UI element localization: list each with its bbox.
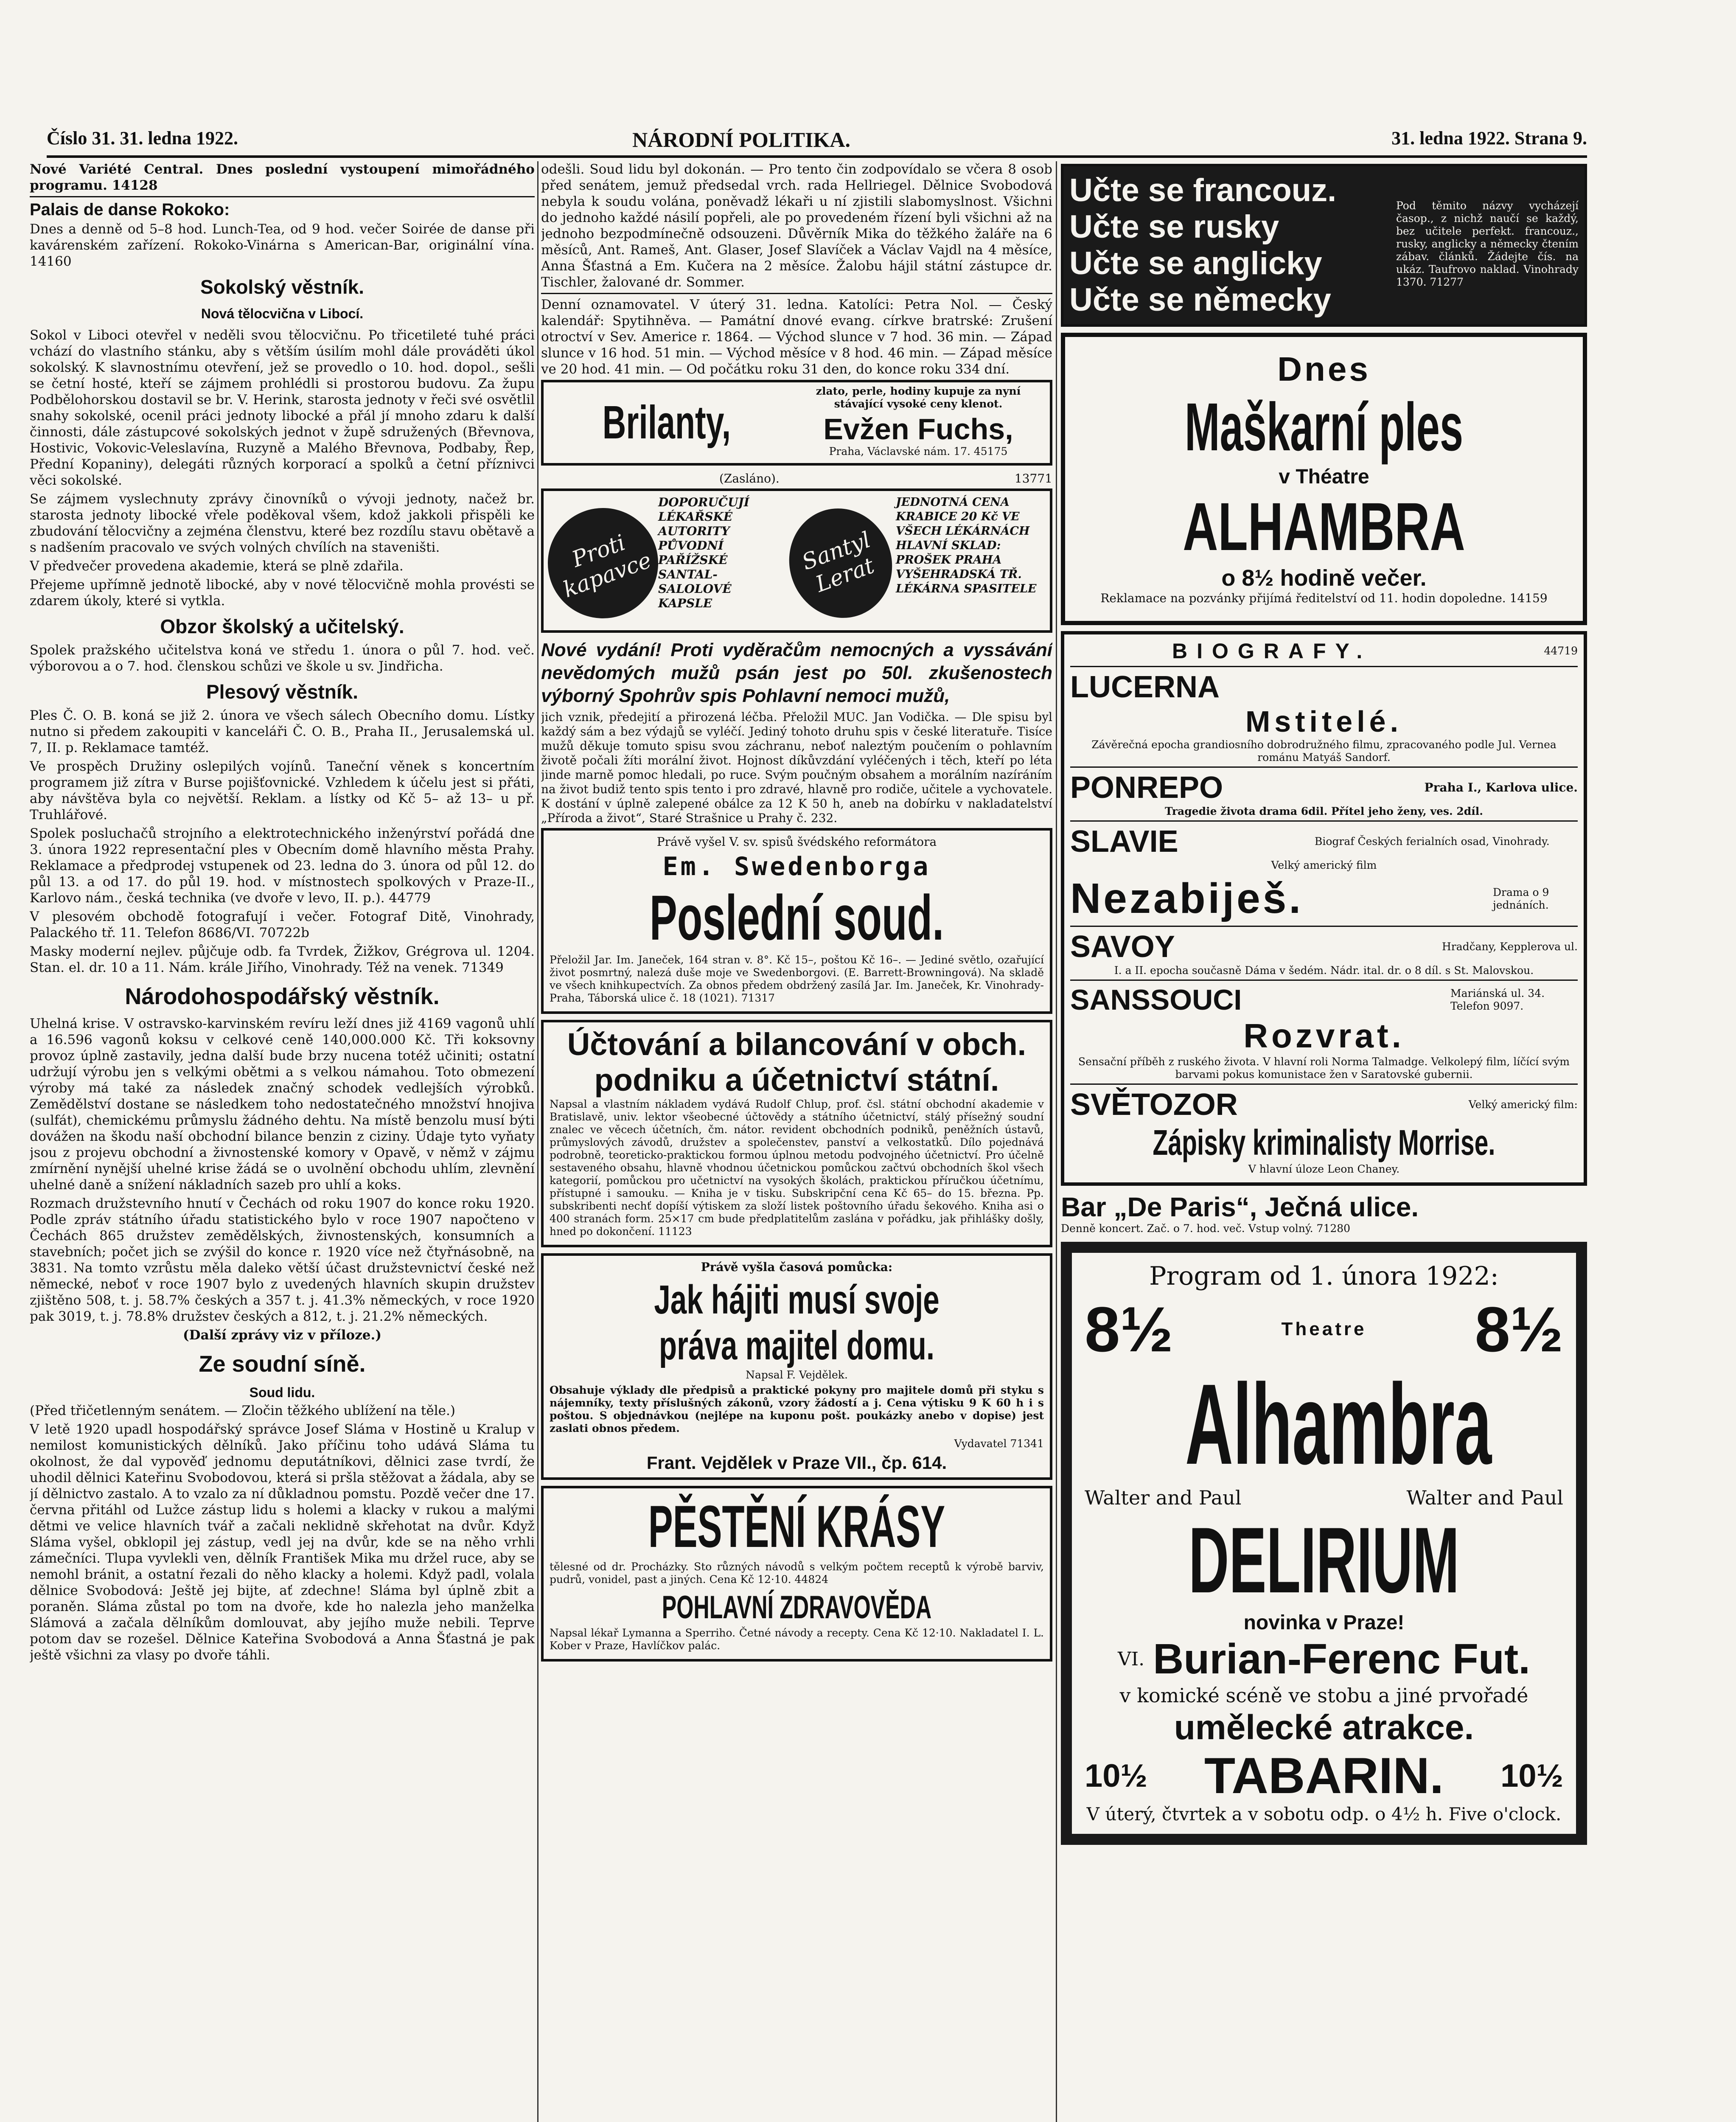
lang-french: Učte se francouz. — [1069, 172, 1337, 208]
brilanty-name: Evžen Fuchs, — [823, 413, 1013, 446]
column-rule-1 — [537, 161, 538, 2122]
ponrepo-film: Tragedie života drama 6dil. Přítel jeho ženy, ves. 2díl. — [1165, 805, 1483, 817]
svetozor-film: Zápisky kriminalisty Morrise. — [1153, 1123, 1495, 1162]
ples-item-1: Ples Č. O. B. koná se již 2. února ve všech sálech Obecního domu. Lístky nutno si předem zakoupiti v kanceláři Č. O. B., Praha II., Jerusalemská ul. 7, II. p. Reklamace tamtéž. — [30, 708, 535, 755]
obzor-heading: Obzor školský a učitelský. — [160, 615, 404, 637]
program-komicke: v komické scéně ve stobu a jiné prvořadé — [1119, 1684, 1528, 1707]
maskarni-time: o 8½ hodině večer. — [1221, 565, 1427, 591]
languages-ad — [1061, 164, 1587, 327]
ponrepo-name: PONREPO — [1070, 771, 1223, 805]
krasy-ad — [541, 1486, 1052, 1662]
narodohosp-item-2: Rozmach družstevního hnutí v Čechách od roku 1907 do konce roku 1920. Podle zpráv státního úřadu statistického bylo v roce 1907 napočteno v Čechách 865 družstev zemědělských, živnostenských, konsumních a stavebních; počet jich se zvýšil do konce r. 1920 více než čtyřnásobně, na 3831. Na tomto vzrůstu měla daleko větší účast družstevnictví české než německé, neboť v roce 1907 bylo z uvedených hlavních skupin družstev zjištěno 508, t. j. 58.7% českých a 357 t. j. 41.3% německých, v roce 1920 pak 3019, t. j. 78.8% družstev českých a 812, t. j. 21.2% německých. — [30, 1196, 535, 1324]
soud-text: V letě 1920 upadl hospodářský správce Josef Sláma v Hostině u Kralup v nemilost komunistických dělníků. Jako příčinu toho udává Sláma tu okolnost, že dal vypověď jednomu deputátníkovi, dělnici zase tvrdí, že uhodil dělnici Kateřinu Svobodovou, která si pršla stěžovat a žádala, aby se jí dělnictvo zastalo. A to vzalo za ní důkladnou pomstu. Pozdě večer dne 17. června přitáhl od Lužce zástup lidu s holemi a klacky v rukou a malými dětmi ve velice hlavních tvář a začali neklidně skřehotat na dvůr. Když Sláma vyšel, obklopil jej zástup, vedl jej na dvůr, kde se na něho vrhli zámečníci. Tlupa vyvlekli ven, dělník František Mika mu držel ruce, aby se nemohl bránit, a ostatní řezali do něho klacky a holemi. Když padl, volala dělnice Svobodová: Ještě jej bijte, ať zdechne! Sláma byl úplně zbit a poraněn. Sláma zůstal po tom na dvoře, kde ho nalezla jeho manželka Slámová a začala dělníkům domlouvat, aby jejího muže nebili. Teprve potom dav se rozešel. Dělnice Kateřina Svobodová a Anna Šťastná je pak ještě všichni za vlasy po dvoře táhli. — [30, 1422, 535, 1663]
majitel-publisher-note: Vydavatel 71341 — [954, 1437, 1044, 1450]
divider — [1070, 766, 1578, 768]
soud-heading: Ze soudní síně. — [199, 1351, 366, 1377]
divider — [1070, 1083, 1578, 1085]
slavie-name: SLAVIE — [1070, 825, 1178, 859]
variete-notice: Nové Variété Central. Dnes poslední vystoupení mimořádného programu. 14128 — [30, 162, 535, 193]
bar-text: Denně koncert. Zač. o 7. hod. več. Vstup volný. 71280 — [1061, 1222, 1351, 1235]
denni-oznamovatel: Denní oznamovatel. V úterý 31. ledna. Katolíci: Petra Nol. — Český kalendář: Spytihněva. — Památní dnové evang. církve bratrské: Zrušení otroctví v Sev. Americe r. 1864. — Východ slunce v 7 hod. 36 min. — Západ slunce v 16 hod. 51 min. — Východ měsíce v 8 hod. 46 min. — Západ měsíce ve 20 hod. 41 min. — Od počátku roku 31 den, do konce roku 334 dní. — [541, 297, 1052, 377]
bar-title: Bar „De Paris“, Ječná ulice. — [1061, 1192, 1419, 1222]
slavie-note: Drama o 9 jednáních. — [1493, 886, 1549, 911]
brilanty-title: Brilanty, — [602, 396, 731, 449]
uctovani-title: Účtování a bilancování v obch. podniku a účetnictví státní. — [567, 1027, 1026, 1097]
divider — [30, 196, 535, 197]
slavie-text: Biograf Českých ferialních osad, Vinohrady. — [1315, 835, 1550, 848]
lucerna-text: Závěrečná epocha grandiosního dobrodružného filmu, zpracovaného podle Jul. Vernea románu Matyáš Sandorf. — [1091, 738, 1557, 763]
sanssouci-address: Mariánská ul. 34. Telefon 9097. — [1450, 987, 1545, 1012]
sokol-paragraph-3: V předvečer provedena akademie, která se plně zdařila. — [30, 559, 404, 574]
soud-continuation: odešli. Soud lidu byl dokonán. — Pro tento čin zodpovídalo se včera 8 osob před senátem, jemuž předsedal vrch. rada Hellriegel. Dělnice Svobodová nebyla k soudu volána, poněvadž lékaři u ní zjistili slabomyslnost. Všichni do jednoho každé násilí popřeli, ale po provedeném řízení byli všichni až na jednoho bezpodmínečně odsouzeni. Důvěrník Mika do těžkého žaláře na 6 měsíců, Ant. Rameš, Ant. Glaser, Josef Slavíček a Václav Vajdl na 4 měsíce, Anna Šťastná a Em. Kučera na 2 měsíce. Žalobu hájil státní zástupce dr. Tischler, žalované dr. Sommer. — [541, 162, 1052, 290]
slavie-sub: Velký americký film — [1271, 859, 1377, 871]
brilanty-offer: zlato, perle, hodiny kupuje za nyní stávající vysoké ceny klenot. — [816, 385, 1021, 410]
uctovani-text: Napsal a vlastním nákladem vydává Rudolf Chlup, prof. čsl. státní obchodní akademie v Bratislavě, univ. lektor všeobecné účtovědy a státního účetnictví, stálý přísežný soudní znalec ve věcech účetních, čm. nátor. revident obchodních podniků, peněžních ústavů, průmyslových závodů, družstev a společenstev, panství a velkostatků. Dílo pojednává podrobně, teoreticko-praktickou formou úplnou metodu podvojného účetnictví. Pro účelně sestaveného obsahu, hlavně vhodnou účetnickou pomůckou začtvú obchodních škol všech kategorií, pomůckou pro učetnictví na vysokých školách, praktickou příručkou účetnímu, přístupné i samouku. — Kniha je v tisku. Subskripční cena Kč 65– do 15. března. Pp. subskribenti nechť dopíší výtiskem za složí listek poštovního úřadu šekového. Kniha asi o 400 stranách form. 25×17 cm bude předplatitelům zaslána v pořádku, jak přihlášky došly, hned po dokončení. 11123 — [550, 1098, 1044, 1238]
program-tabarin: TABARIN. — [1204, 1747, 1444, 1804]
zdravoveda-title: POHLAVNÍ ZDRAVOVĚDA — [662, 1589, 932, 1625]
swedenborg-text: Přeložil Jar. Im. Janeček, 164 stran v. 8°. Kč 15–, poštou Kč 16–. — Jediné světlo, ozařující život posmrtný, nalezá duše moje ve Swedenborgovi. (E. Barrett-Browningová). Na skladě ve všech knihkupectvích. Za obnos předem obdržený zasílá Jar. Im. Janeček, Kr. Vinohrady-Praha, Táborská ulice č. 18 (1021). 71317 — [550, 954, 1044, 1004]
santyl-left-badge: Proti kapavce — [541, 492, 674, 634]
program-atrakce: umělecké atrakce. — [1174, 1708, 1474, 1747]
lang-german: Učte se německy — [1069, 282, 1331, 318]
header-left: Číslo 31. 31. ledna 1922. — [47, 128, 238, 149]
svetozor-text: V hlavní úloze Leon Chaney. — [1248, 1163, 1400, 1175]
brilanty-ad — [541, 380, 1052, 466]
ples-item-2: Ve prospěch Družiny oslepilých vojínů. Taneční věnek s koncertním programem již zítra v Burse pojišťovnické. Vzhledem k účelu jest si přáti, aby návštěva byla co největší. Reklam. a lístky od Kč 5– až 13– u př. Truhlářové. — [30, 759, 535, 822]
maskarni-ad — [1061, 333, 1587, 625]
zaslano-label: (Zasláno). — [719, 472, 780, 486]
program-burian: Burian-Ferenc Fut. — [1153, 1635, 1531, 1683]
majitel-ad — [541, 1253, 1052, 1480]
sokol-heading: Sokolský věstník. — [200, 276, 365, 298]
divider — [1070, 820, 1578, 822]
program-walter-paul-right: Walter and Paul — [1406, 1486, 1563, 1509]
savoy-address: Hradčany, Kepplerova ul. — [1442, 940, 1578, 953]
swedenborg-ad — [541, 828, 1052, 1014]
majitel-publisher: Frant. Vejdělek v Praze VII., čp. 614. — [646, 1453, 947, 1473]
biografy-number: 44719 — [1544, 645, 1578, 657]
swedenborg-lead: Právě vyšel V. sv. spisů švédského reformátora — [656, 835, 937, 849]
biografy-ad — [1061, 631, 1587, 1186]
sanssouci-film: Rozvrat. — [1243, 1017, 1405, 1055]
santyl-text-left: DOPORUČUJÍ LÉKAŘSKÉ AUTORITY PŮVODNÍ PAŘÍŽSKÉ SANTAL-SALOLOVÉ KAPSLE — [658, 495, 749, 610]
savoy-name: SAVOY — [1070, 930, 1175, 964]
santyl-ad — [541, 488, 1052, 633]
column-3 — [1061, 161, 1587, 2122]
maskarni-v-theatre: v Théatre — [1279, 466, 1369, 488]
ples-item-5: Masky moderní nejlev. půjčuje odb. fa Tvrdek, Žižkov, Grégrova ul. 1204. Stan. el. dr. 10 a 11. Nám. krále Jiřího, Vinohrady. Též na venek. 71349 — [30, 944, 535, 975]
divider — [1070, 980, 1578, 981]
narodohosp-item-1: Uhelná krise. V ostravsko-karvinském revíru leží dnes již 4169 vagonů uhlí a 16.596 vagonů koksu v celkové ceně 140,000.000 Kč. Tři koksovny provoz úplně zastavily, jedna další bude brzy nucena totéž učiniti; ostatní udržují výrobu jen s velkými obětmi a s velkou námahou. Toto obmezení výroby má také za následek značný schodek vedlejších výrobků. Zemědělství dostane se následkem toho nedostatečného množství hnojiva (sulfát), chemickému průmyslu žádného dehtu. Na místě benzolu musí býti dovážen na škodu naší obchodní bilance benzin z ciziny. Údaje tyto vyňaty jsou z projevu obchodní a živnostenské komory v Opavě, v němž v zájmu zmírnění nynější uhelné krise žádá se o uvolnění obchodu uhlím, zlevnění uhelné daně a snížení nákladních sazeb pro uhlí a koks. — [30, 1016, 535, 1193]
obzor-text: Spolek pražského učitelstva koná ve středu 1. února o půl 7. hod. več. výborovou a o 7. hod. členskou schůzi ve škole u sv. Jindřicha. — [30, 643, 535, 674]
program-tabarin-time-right: 10½ — [1500, 1757, 1563, 1794]
majitel-title: Jak hájiti musí svoje práva majitel domu. — [654, 1277, 940, 1368]
savoy-text: I. a II. epocha současně Dáma v šedém. Nádr. ital. dr. o 8 díl. s St. Malovskou. — [1114, 964, 1534, 977]
sokol-paragraph-1: Sokol v Liboci otevřel v neděli svou tělocvičnu. Po třicetileté tuhé práci vchází do vlastního stánku, aby s větším úsilím mohl dále prováděti úkol sokolský. K slavnostnímu otevření, jež se provedlo o 10. hod. dopol., sešli se četní hosté, kteří se zájmem prohlédli si prostorou budovu. Za župu Podbělohorskou dostavil se br. V. Herink, starosta jednoty v řeči své osvětlil snahy sokolské, ocenil práci jednoty libocké a přál jí mnoho zdaru k další činnosti, dále zástupcové sokolských jednot v župě sdružených (Břevnova, Hostivic, Vokovic-Veleslavína, Ruzyně a Malého Břevnova, Podbaby, Řep, Přední Kopaniny), delegáti různých korporací a spolků a četní příznivci věci sokolské. — [30, 328, 535, 488]
maskarni-note: Reklamace na pozvánky přijímá ředitelství od 11. hodin dopoledne. 14159 — [1100, 591, 1548, 605]
majitel-lead: Právě vyšla časová pomůcka: — [701, 1260, 893, 1274]
program-title: Program od 1. února 1922: — [1149, 1261, 1499, 1291]
alhambra-program-ad — [1061, 1242, 1587, 1845]
column-rule-2 — [1056, 161, 1057, 2122]
santyl-text-right: JEDNOTNÁ CENA KRABICE 20 Kč VE VŠECH LÉKÁRNÁCH HLAVNÍ SKLAD: PROŠEK PRAHA VYŠEHRADSKÁ TŘ. LÉKÁRNA SPASITELE — [896, 496, 1037, 595]
krasy-title: PĚSTĚNÍ KRÁSY — [648, 1493, 945, 1560]
header-right: 31. ledna 1922. Strana 9. — [1391, 128, 1587, 149]
lang-side-text: Pod těmito názvy vycházejí časop., z nichž naučí se každý, bez učitele perfekt. francouz., rusky, anglicky a německy čtením zábav. článků. Žádejte čís. na ukáz. Taufrovo naklad. Vinohrady 1370. 71277 — [1396, 199, 1579, 288]
slavie-film: Nezabiješ. — [1070, 875, 1304, 922]
maskarni-dnes: Dnes — [1277, 350, 1371, 388]
rokoko-text: Dnes a denně od 5–8 hod. Lunch-Tea, od 9 hod. večer Soirée de danse při kavárenském zařízení. Rokoko-Vinárna s American-Bar, originální vína. 14160 — [30, 222, 535, 269]
header-center: NÁRODNÍ POLITIKA. — [632, 128, 850, 152]
lucerna-film: Mstitelé. — [1245, 705, 1403, 738]
narodohosp-heading: Národohospodářský věstník. — [125, 984, 440, 1009]
ples-item-3: Spolek posluchačů strojního a elektrotechnického inženýrství pořádá dne 3. února 1922 representační ples v Obecním domě hlavního města Prahy. Reklamace a předprodej vstupenek od 23. ledna do 3. února od půl 12. do půl 13. a od 17. do půl 19. hod. v místnostech spolkových v Praze-II., Karlovo nám., česká technika (ve dvoře v levo, II. p.). 44779 — [30, 826, 535, 906]
ples-heading: Plesový věstník. — [206, 681, 358, 703]
program-vi: VI. — [1117, 1648, 1145, 1670]
sokol-paragraph-4: Přejeme upřímně jednotě libocké, aby v nové tělocvičně mohla provésti se zdarem úkoly, které si vytkla. — [30, 577, 535, 609]
brilanty-address: Praha, Václavské nám. 17. 45175 — [829, 445, 1008, 458]
divider — [541, 293, 1052, 294]
narodohosp-more: (Další zprávy viz v příloze.) — [183, 1328, 381, 1343]
program-time-right: 8½ — [1475, 1294, 1563, 1365]
program-walter-paul-left: Walter and Paul — [1085, 1486, 1242, 1509]
soud-subheading: Soud lidu. — [249, 1385, 315, 1400]
program-theatre: Theatre — [1281, 1319, 1367, 1339]
program-tabarin-time-left: 10½ — [1085, 1757, 1147, 1794]
lucerna-name: LUCERNA — [1070, 670, 1220, 704]
santyl-center-badge: Santyl Lerat — [774, 494, 907, 632]
soud-lead: (Před třičetlenným senátem. — Zločin těžkého ublížení na těle.) — [30, 1403, 455, 1418]
maskarni-title: Maškarní ples — [1184, 389, 1464, 465]
program-alhambra: Alhambra — [1185, 1361, 1492, 1488]
page-header — [47, 127, 1587, 153]
sanssouci-name: SANSSOUCI — [1070, 984, 1242, 1016]
ponrepo-address: Praha I., Karlova ulice. — [1424, 780, 1578, 794]
program-bottom: V úterý, čtvrtek a v sobotu odp. o 4½ h. Five o'clock. — [1086, 1804, 1562, 1824]
uctovani-ad — [541, 1020, 1052, 1247]
column-1 — [30, 161, 535, 2122]
program-delirium: DELIRIUM — [1189, 1508, 1459, 1612]
maskarni-alhambra: ALHAMBRA — [1183, 488, 1465, 564]
sokol-paragraph-2: Se zájmem vyslechnuty zprávy činovníků o vývoji jednoty, načež br. starosta jednoty libocké vřele poděkoval všem, kdož jakkoli přispěli ke zbudování tělocvičny a zejména členstvu, které bez rozdílu stavu obětavě a s nadšením pracovalo ve svých volných chvílích na staveništi. — [30, 491, 535, 555]
zdravoveda-text: Napsal lékař Lymanna a Sperriho. Četné návody a recepty. Cena Kč 12·10. Nakladatel I. L. Kober v Praze, Havlíčkov palác. — [550, 1627, 1044, 1652]
lang-english: Učte se anglicky — [1069, 245, 1322, 281]
sokol-subheading: Nová tělocvična v Libocí. — [201, 306, 364, 321]
rokoko-title: Palais de danse Rokoko: — [30, 200, 230, 219]
ples-item-4: V plesovém obchodě fotografují i večer. Fotograf Ditě, Vinohrady, Palackého tř. 11. Telefon 8686/VI. 70722b — [30, 909, 535, 940]
lang-russian: Učte se rusky — [1069, 209, 1279, 245]
program-novinka: novinka v Praze! — [1243, 1611, 1405, 1634]
divider — [1070, 926, 1578, 927]
header-rule — [47, 155, 1587, 158]
program-time-left: 8½ — [1085, 1294, 1173, 1365]
sanssouci-text: Sensační příběh z ruského života. V hlavní roli Norma Talmadge. Velkolepý film, líčící svým barvami pokus komunistace žen v Saratovské gubernii. — [1078, 1055, 1570, 1081]
spohr-text: jich vznik, předejití a přirozená léčba. Přeložil MUC. Jan Vodička. — Dle spisu byl každý sám a bez výdajů se vyléčí. Jediný tohoto druhu spis v české literatuře. Tisíce mužů děkuje tomuto spisu svou záchranu, neboť naleztým poučením o pohlavním životě počali žíti morální život. Hojnost díkůvzdání vyléčených i těch, kteří po léta jinde marně pomoc hledali, po ruce. Svým poučným obsahem a morálním nazíráním na život budiž tento spis tento i pro zdravé, hlavně pro rodiče, učitele a vychovatele. K dostání v úplně zalepené obálce za 12 K 50 h, aneb na dobírku v nakladatelství „Příroda a život“, Staré Strašnice u Prahy č. 232. — [541, 710, 1052, 825]
svetozor-name: SVĚTOZOR — [1070, 1088, 1238, 1122]
krasy-text: tělesné od dr. Procházky. Sto různých návodů s velkým počtem receptů k výrobě barviv, pudrů, vonidel, past a jiných. Cena Kč 12·10. 44824 — [550, 1561, 1044, 1586]
biografy-title: BIOGRAFY. — [1172, 639, 1372, 663]
divider — [1070, 666, 1578, 667]
zaslano-number: 13771 — [1014, 472, 1052, 486]
majitel-author: Napsal F. Vejdělek. — [746, 1369, 848, 1381]
swedenborg-name: Em. Swedenborga — [662, 852, 931, 881]
svetozor-sub: Velký americký film: — [1468, 1098, 1578, 1111]
swedenborg-title: Poslední soud. — [649, 882, 944, 953]
spohr-title: Nové vydání! Proti vyděračům nemocných a vyssávání nevědomých mužů psán jest po 50l. zkušenostech výborný Spohrův spis Pohlavní nemoci mužů, — [541, 640, 1052, 706]
column-2 — [541, 161, 1052, 2122]
majitel-text: Obsahuje výklady dle předpisů a praktické pokyny pro majitele domů při styku s nájemníky, texty příslušných zákonů, vzory žádostí a j. Cena výtisku 9 K 60 h i s poštou. S objednávkou (nejlépe na kuponu pošt. poukázky anebo v dopise) jest zaslati obnos předem. — [550, 1384, 1044, 1434]
